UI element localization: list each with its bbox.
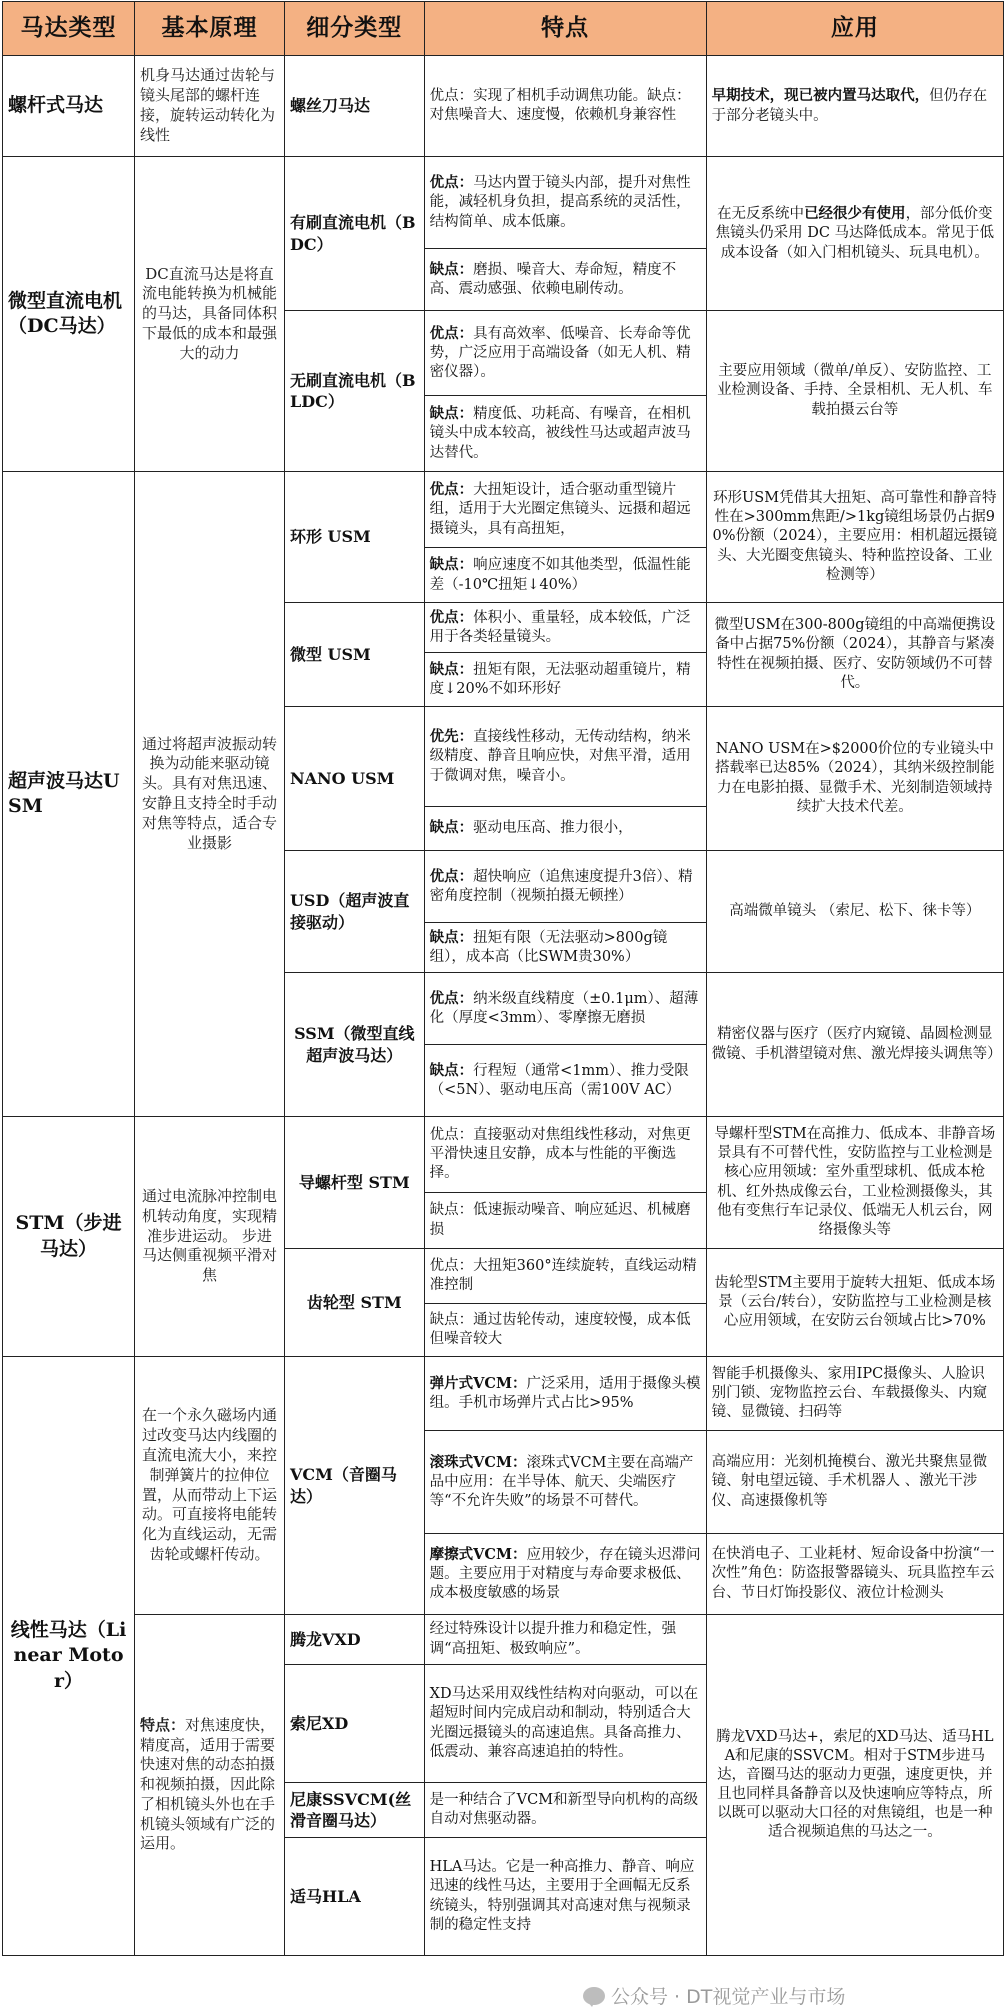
feature-screwdriver: 优点：实现了相机手动调焦功能。缺点：对焦噪音大、速度慢，依赖机身兼容性 [424, 56, 706, 157]
text-vcm-spring: 广泛采用，适用于摄像头模组。手机市场弹片式占比>95% [429, 1375, 701, 1411]
app-nano-usm: NANO USM在>$2000价位的专业镜头中搭载率已达85%（2024），其纳米级控制能力在电影拍摄、显微手术、光刻制造领域持续扩大技术代差。 [706, 707, 1003, 851]
table-row [3, 1615, 1004, 1665]
motor-type-linear: 线性马达（Linear Motor） [3, 1357, 135, 1956]
feature-ring-con [424, 548, 706, 603]
text-pro: 超快响应（追焦速度提升3倍）、精密角度控制（视频拍摄无顿挫） [429, 868, 693, 904]
motor-comparison-table [2, 1, 1004, 1956]
app-vcm-friction: 在快消电子、工业耗材、短命设备中扮演“一次性”角色：防盗报警器镜头、玩具监控车云台、节日灯饰投影仪、液位计检测头 [706, 1534, 1003, 1615]
subtype-xd: 索尼XD [284, 1665, 424, 1783]
label-pro: 优点： [429, 867, 474, 885]
text-pro: 体积小、重量轻，成本较低，广泛用于各类轻量镜头。 [429, 609, 691, 645]
feature-nano-pro [424, 707, 706, 807]
text-con: 扭矩有限，无法驱动超重镜片，精度↓20%不如环形好 [429, 661, 691, 697]
feature-vxd: 经过特殊设计以提升推力和稳定性，强调“高扭矩、极致响应”。 [424, 1615, 706, 1665]
feature-lead-screw-pro: 优点：直接驱动对焦组线性移动，对焦更平滑快速且安静，成本与性能的平衡选择。 [424, 1117, 706, 1193]
text-pro: 直接线性移动，无传动结构，纳米级精度、静音且响应快，对焦平滑，适用于微调对焦，噪音小。 [429, 729, 691, 784]
app-usd: 高端微单镜头 （索尼、松下、徕卡等） [706, 851, 1003, 973]
text-vcm-ball: 滚珠式VCM主要在高端产品中应用：在半导体、航天、尖端医疗等“不允许失败”的场景不可替代。 [429, 1454, 694, 1510]
text-linear-feature: 对焦速度快，精度高，适用于需要快速对焦的动态拍摄和视频拍摄，因此除了相机镜头外也在手机镜头领域有广泛的运用。 [140, 1715, 276, 1853]
text-con: 响应速度不如其他类型，低温性能差（-10℃扭矩↓40%） [429, 557, 691, 593]
label-con: 缺点： [429, 405, 474, 423]
feature-usd-con [424, 923, 706, 973]
subtype-ssvcm: 尼康SSVCM(丝滑音圈马达） [284, 1783, 424, 1838]
subtype-gear-stm: 齿轮型 STM [284, 1249, 424, 1357]
text-pro: 纳米级直线精度（±0.1μm）、超薄化（厚度<3mm）、零摩擦无磨损 [429, 990, 699, 1026]
feature-bdc-pro [424, 157, 706, 249]
principle-dc: DC直流马达是将直流电能转换为机械能的马达，具备同体积下最低的成本和最强大的动力 [135, 157, 285, 472]
header-motor-type: 马达类型 [3, 2, 135, 56]
app-vcm-ball: 高端应用：光刻机掩模台、激光共聚焦显微镜、射电望远镜、手术机器人 、激光干涉仪、高速摄像机等 [706, 1431, 1003, 1534]
motor-type-dc: 微型直流电机（DC马达） [3, 157, 135, 472]
watermark-text: 公众号 · DT视觉产业与市场 [611, 1986, 846, 2008]
subtype-lead-screw-stm: 导螺杆型 STM [284, 1117, 424, 1249]
subtype-micro-usm: 微型 USM [284, 603, 424, 707]
feature-lead-screw-con: 缺点：低速振动噪音、响应延迟、机械磨损 [424, 1193, 706, 1249]
header-row [3, 2, 1004, 56]
label-vcm-friction: 摩擦式VCM： [429, 1545, 527, 1563]
table-row [3, 1357, 1004, 1431]
header-features: 特点 [424, 2, 706, 56]
label-con: 缺点： [429, 660, 474, 678]
label-con: 缺点： [429, 1061, 474, 1079]
app-ring-usm: 环形USM凭借其大扭矩、高可靠性和静音特性在>300mm焦距/>1kg镜组场景仍占据90%份额（2024），主要应用：相机超远摄镜头、大光圈变焦镜头、特种监控设备、工业检测等） [706, 472, 1003, 603]
subtype-ssm: SSM（微型直线超声波马达） [284, 973, 424, 1117]
app-bdc-bold: 已经很少有使用 [804, 205, 906, 223]
label-con: 缺点： [429, 928, 474, 946]
subtype-screwdriver: 螺丝刀马达 [284, 56, 424, 157]
feature-ssm-con [424, 1045, 706, 1117]
app-vcm-spring: 智能手机摄像头、家用IPC摄像头、人脸识别门锁、宠物监控云台、车载摄像头、内窥镜、显微镜、扫码等 [706, 1357, 1003, 1431]
feature-gear-pro: 优点：大扭矩360°连续旋转，直线运动精准控制 [424, 1249, 706, 1304]
feature-usd-pro [424, 851, 706, 923]
text-pro: 具有高效率、低噪音、长寿命等优势，广泛应用于高端设备（如无人机、精密仪器）。 [429, 325, 691, 381]
label-con: 缺点： [429, 260, 474, 278]
label-pro: 优点： [429, 174, 474, 192]
feature-gear-con: 缺点：通过齿轮传动，速度较慢，成本低但噪音较大 [424, 1304, 706, 1357]
label-vcm-spring: 弹片式VCM： [429, 1374, 527, 1392]
app-bdc-a: 在无反系统中 [717, 206, 805, 223]
subtype-vxd: 腾龙VXD [284, 1615, 424, 1665]
label-linear-feature: 特点： [140, 1715, 186, 1734]
app-gear-stm: 齿轮型STM主要用于旋转大扭矩、低成本场景（云台/转台），安防监控与工业检测是核心应用领域，在安防云台领域占比>70% [706, 1249, 1003, 1357]
subtype-usd: USD（超声波直接驱动） [284, 851, 424, 973]
feature-vcm-spring [424, 1357, 706, 1431]
app-bdc-b: ，部分低价变焦镜头仍采用 DC 马达降低成本。常见于低成本设备（如入门相机镜头、玩具电机）。 [715, 206, 995, 261]
principle-screw: 机身马达通过齿轮与镜头尾部的螺杆连接，旋转运动转化为线性 [135, 56, 285, 157]
wechat-icon [583, 1987, 605, 2005]
label-vcm-ball: 滚珠式VCM： [429, 1453, 527, 1471]
subtype-hla: 适马HLA [284, 1838, 424, 1956]
motor-type-stm: STM（步进马达） [3, 1117, 135, 1357]
text-pro: 马达内置于镜头内部，提升对焦性能，减轻机身负担，提高系统的灵活性，结构简单、成本低廉。 [429, 175, 691, 230]
feature-bdc-con [424, 249, 706, 311]
feature-ring-pro [424, 472, 706, 548]
app-linear: 腾龙VXD马达+，索尼的XD马达、适马HLA和尼康的SSVCM。相对于STM步进马达，音圈马达的驱动力更强，速度更快，并且也同样具备静音以及快速响应等特点，所以既可以驱动大口径的对焦镜组，也是一种适合视频追焦的马达之一。 [706, 1615, 1003, 1956]
text-con: 行程短（通常<1mm）、推力受限（<5N）、驱动电压高（需100V AC） [429, 1062, 689, 1098]
feature-hla: HLA马达。它是一种高推力、静音、响应迅速的线性马达，主要用于全画幅无反系统镜头，特别强调其对高速对焦与视频录制的稳定性支持 [424, 1838, 706, 1956]
app-micro-usm: 微型USM在300-800g镜组的中高端便携设备中占据75%份额（2024），其静音与紧凑特性在视频拍摄、医疗、安防领域仍不可替代。 [706, 603, 1003, 707]
label-pro: 优先： [429, 728, 474, 746]
feature-micro-con [424, 653, 706, 707]
text-con: 驱动电压高、推力很小， [473, 820, 633, 837]
app-bldc: 主要应用领域（微单/单反）、安防监控、工业检测设备、手持、全景相机、无人机、车载拍摄云台等 [706, 311, 1003, 472]
text-con: 扭矩有限（无法驱动>800g镜组），成本高（比SWM贵30%） [429, 929, 668, 965]
app-bdc [706, 157, 1003, 311]
motor-type-usm: 超声波马达USM [3, 472, 135, 1117]
app-lead-screw-stm: 导螺杆型STM在高推力、低成本、非静音场景具有不可替代性，安防监控与工业检测是核心应用领域：室外重型球机、低成本枪机、红外热成像云台，工业检测摄像头，其他有变焦行车记录仪、低端无人机云台，网络摄像头等 [706, 1117, 1003, 1249]
app-ssm: 精密仪器与医疗（医疗内窥镜、晶圆检测显微镜、手机潜望镜对焦、激光焊接头调焦等） [706, 973, 1003, 1117]
label-con: 缺点： [429, 819, 474, 837]
subtype-nano-usm: NANO USM [284, 707, 424, 851]
subtype-bldc: 无刷直流电机（BLDC） [284, 311, 424, 472]
subtype-vcm: VCM（音圈马达） [284, 1357, 424, 1615]
principle-usm: 通过将超声波振动转换为动能来驱动镜头。具有对焦迅速、安静且支持全时手动对焦等特点，适合专业摄影 [135, 472, 285, 1117]
subtype-ring-usm: 环形 USM [284, 472, 424, 603]
feature-micro-pro [424, 603, 706, 653]
watermark [583, 1982, 845, 2009]
text-con: 磨损、噪音大、寿命短，精度不高、震动感强、依赖电刷传动。 [429, 261, 677, 297]
app-screwdriver [706, 56, 1003, 157]
label-pro: 优点： [429, 989, 474, 1007]
feature-bldc-pro [424, 311, 706, 396]
principle-linear-feature [135, 1615, 285, 1956]
feature-bldc-con [424, 396, 706, 472]
app-screwdriver-rest: 但仍存在于部分老镜头中。 [711, 88, 988, 124]
feature-vcm-ball [424, 1431, 706, 1534]
motor-type-screw: 螺杆式马达 [3, 56, 135, 157]
table-row [3, 157, 1004, 249]
header-subtype: 细分类型 [284, 2, 424, 56]
feature-vcm-friction [424, 1534, 706, 1615]
label-con: 缺点： [429, 556, 474, 574]
feature-ssvcm: 是一种结合了VCM和新型导向机构的高级自动对焦驱动器。 [424, 1783, 706, 1838]
table-row [3, 472, 1004, 548]
text-con: 精度低、功耗高、有噪音，在相机镜头中成本较高，被线性马达或超声波马达替代。 [429, 406, 691, 461]
table-row [3, 1117, 1004, 1193]
label-pro: 优点： [429, 608, 474, 626]
principle-linear-vcm: 在一个永久磁场内通过改变马达内线圈的直流电流大小，来控制弹簧片的拉伸位置，从而带动上下运动。可直接将电能转化为直线运动，无需齿轮或螺杆传动。 [135, 1357, 285, 1615]
header-principle: 基本原理 [135, 2, 285, 56]
feature-xd: XD马达采用双线性结构对向驱动，可以在超短时间内完成启动和制动，特别适合大光圈远摄镜头的高速追焦。具备高推力、低震动、兼容高速追拍的特性。 [424, 1665, 706, 1783]
feature-ssm-pro [424, 973, 706, 1045]
header-applications: 应用 [706, 2, 1003, 56]
principle-stm: 通过电流脉冲控制电机转动角度，实现精准步进运动。 步进马达侧重视频平滑对焦 [135, 1117, 285, 1357]
label-pro: 优点： [429, 324, 474, 342]
subtype-bdc: 有刷直流电机（BDC） [284, 157, 424, 311]
feature-nano-con [424, 807, 706, 851]
table-row [3, 56, 1004, 157]
label-pro: 优点： [429, 481, 474, 499]
text-vcm-friction: 应用较少，存在镜头迟滞问题。主要应用于对精度与寿命要求极低、成本极度敏感的场景 [429, 1546, 701, 1602]
text-pro: 大扭矩设计，适合驱动重型镜片组，适用于大光圈定焦镜头、远摄和超远摄镜头，具有高扭矩， [429, 482, 691, 537]
app-screwdriver-bold: 早期技术，现已被内置马达取代， [711, 87, 930, 105]
